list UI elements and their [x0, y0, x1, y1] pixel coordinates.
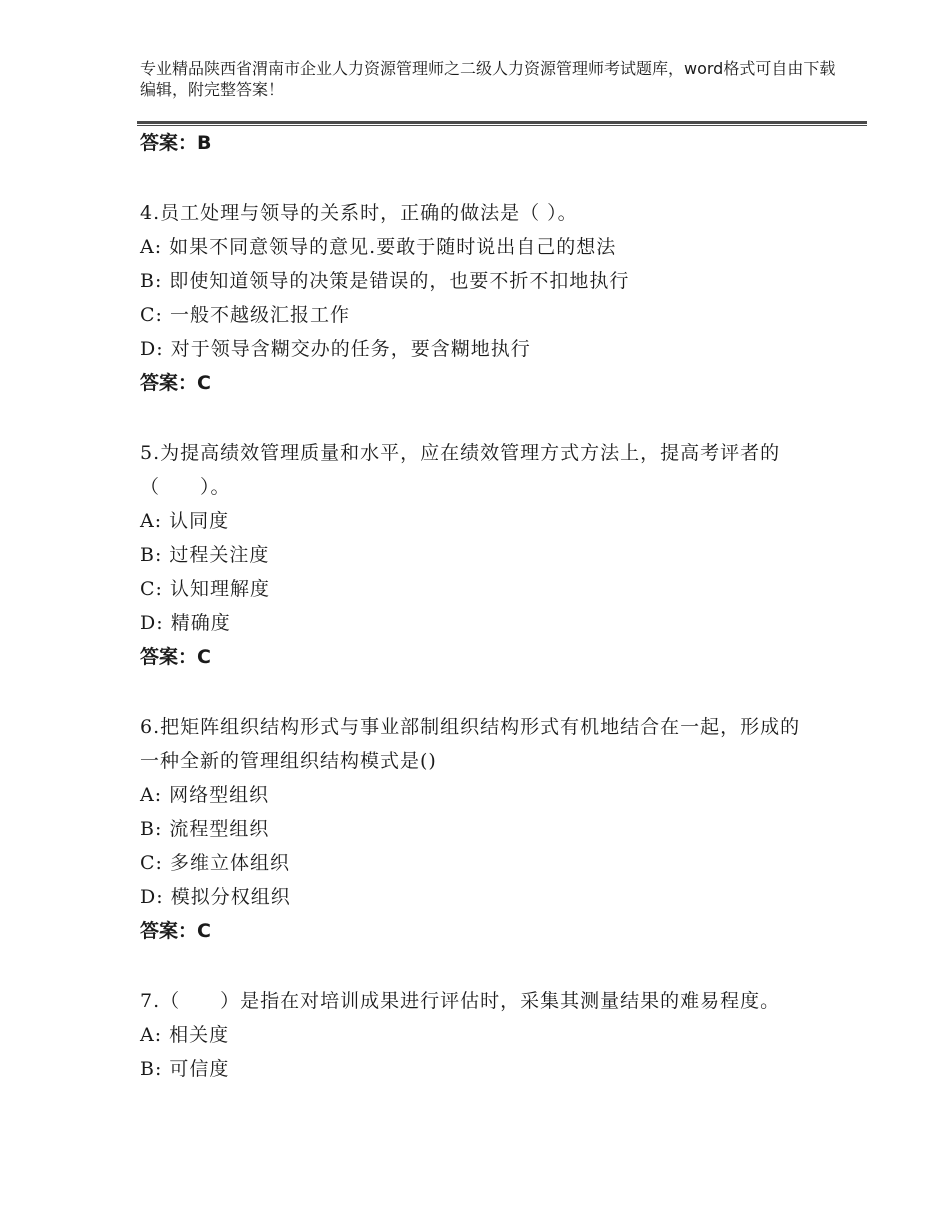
option-letter: A: — [140, 1024, 170, 1046]
answer-value: C — [197, 372, 211, 394]
answer-label: 答案： — [140, 132, 198, 154]
option-text: 相关度 — [169, 1024, 230, 1046]
option-d — [140, 606, 805, 640]
option-text: 过程关注度 — [169, 544, 270, 566]
option-text: 如果不同意领导的意见.要敢于随时说出自己的想法 — [169, 236, 617, 258]
option-b — [140, 538, 805, 572]
option-text: 即使知道领导的决策是错误的，也要不折不扣地执行 — [169, 270, 630, 292]
option-d — [140, 332, 805, 366]
answer-label: 答案： — [140, 646, 198, 668]
option-letter: B: — [140, 544, 170, 566]
option-text: 对于领导含糊交办的任务，要含糊地执行 — [170, 338, 531, 360]
answer-value: B — [197, 132, 212, 154]
answer-label: 答案： — [140, 372, 198, 394]
option-letter: A: — [140, 510, 170, 532]
option-letter: B: — [140, 818, 170, 840]
answer-value: C — [197, 920, 211, 942]
answer-line — [140, 126, 805, 160]
answer-line — [140, 640, 805, 674]
question-4 — [140, 196, 805, 400]
answer-line — [140, 366, 805, 400]
option-text: 认同度 — [169, 510, 230, 532]
option-b — [140, 1052, 805, 1086]
option-b — [140, 264, 805, 298]
option-text: 流程型组织 — [169, 818, 270, 840]
answer-line — [140, 914, 805, 948]
option-letter: B: — [140, 1058, 170, 1080]
question-5 — [140, 436, 805, 674]
option-c — [140, 298, 805, 332]
option-letter: D: — [140, 886, 171, 908]
document-header — [140, 58, 840, 100]
option-letter: C: — [140, 578, 170, 600]
option-text: 可信度 — [169, 1058, 230, 1080]
option-a — [140, 504, 805, 538]
answer-label: 答案： — [140, 920, 198, 942]
option-text: 一般不越级汇报工作 — [169, 304, 350, 326]
option-text: 网络型组织 — [169, 784, 270, 806]
question-stem: 5.为提高绩效管理质量和水平，应在绩效管理方式方法上，提高考评者的（ ）。 — [140, 442, 781, 498]
option-letter: B: — [140, 270, 170, 292]
option-d — [140, 880, 805, 914]
question-6 — [140, 710, 805, 948]
question-list — [140, 126, 805, 1086]
option-a — [140, 778, 805, 812]
option-text: 精确度 — [170, 612, 231, 634]
question-stem: 6.把矩阵组织结构形式与事业部制组织结构形式有机地结合在一起，形成的一种全新的管理组织结构模式是() — [140, 716, 801, 772]
option-c — [140, 572, 805, 606]
option-letter: D: — [140, 612, 171, 634]
header-divider-thick — [137, 121, 867, 124]
option-letter: D: — [140, 338, 171, 360]
option-text: 认知理解度 — [169, 578, 270, 600]
option-letter: A: — [140, 784, 170, 806]
option-a — [140, 1018, 805, 1052]
answer-value: C — [197, 646, 211, 668]
header-title: 专业精品陕西省渭南市企业人力资源管理师之二级人力资源管理师考试题库，word格式可自由下载编辑，附完整答案！ — [140, 59, 836, 99]
option-b — [140, 812, 805, 846]
option-text: 多维立体组织 — [169, 852, 290, 874]
question-stem: 4.员工处理与领导的关系时，正确的做法是（ ）。 — [140, 202, 578, 224]
option-letter: C: — [140, 852, 170, 874]
option-c — [140, 846, 805, 880]
option-a — [140, 230, 805, 264]
option-letter: C: — [140, 304, 170, 326]
question-stem: 7.（ ）是指在对培训成果进行评估时，采集其测量结果的难易程度。 — [140, 990, 781, 1012]
option-text: 模拟分权组织 — [170, 886, 291, 908]
question-7 — [140, 984, 805, 1086]
option-letter: A: — [140, 236, 170, 258]
